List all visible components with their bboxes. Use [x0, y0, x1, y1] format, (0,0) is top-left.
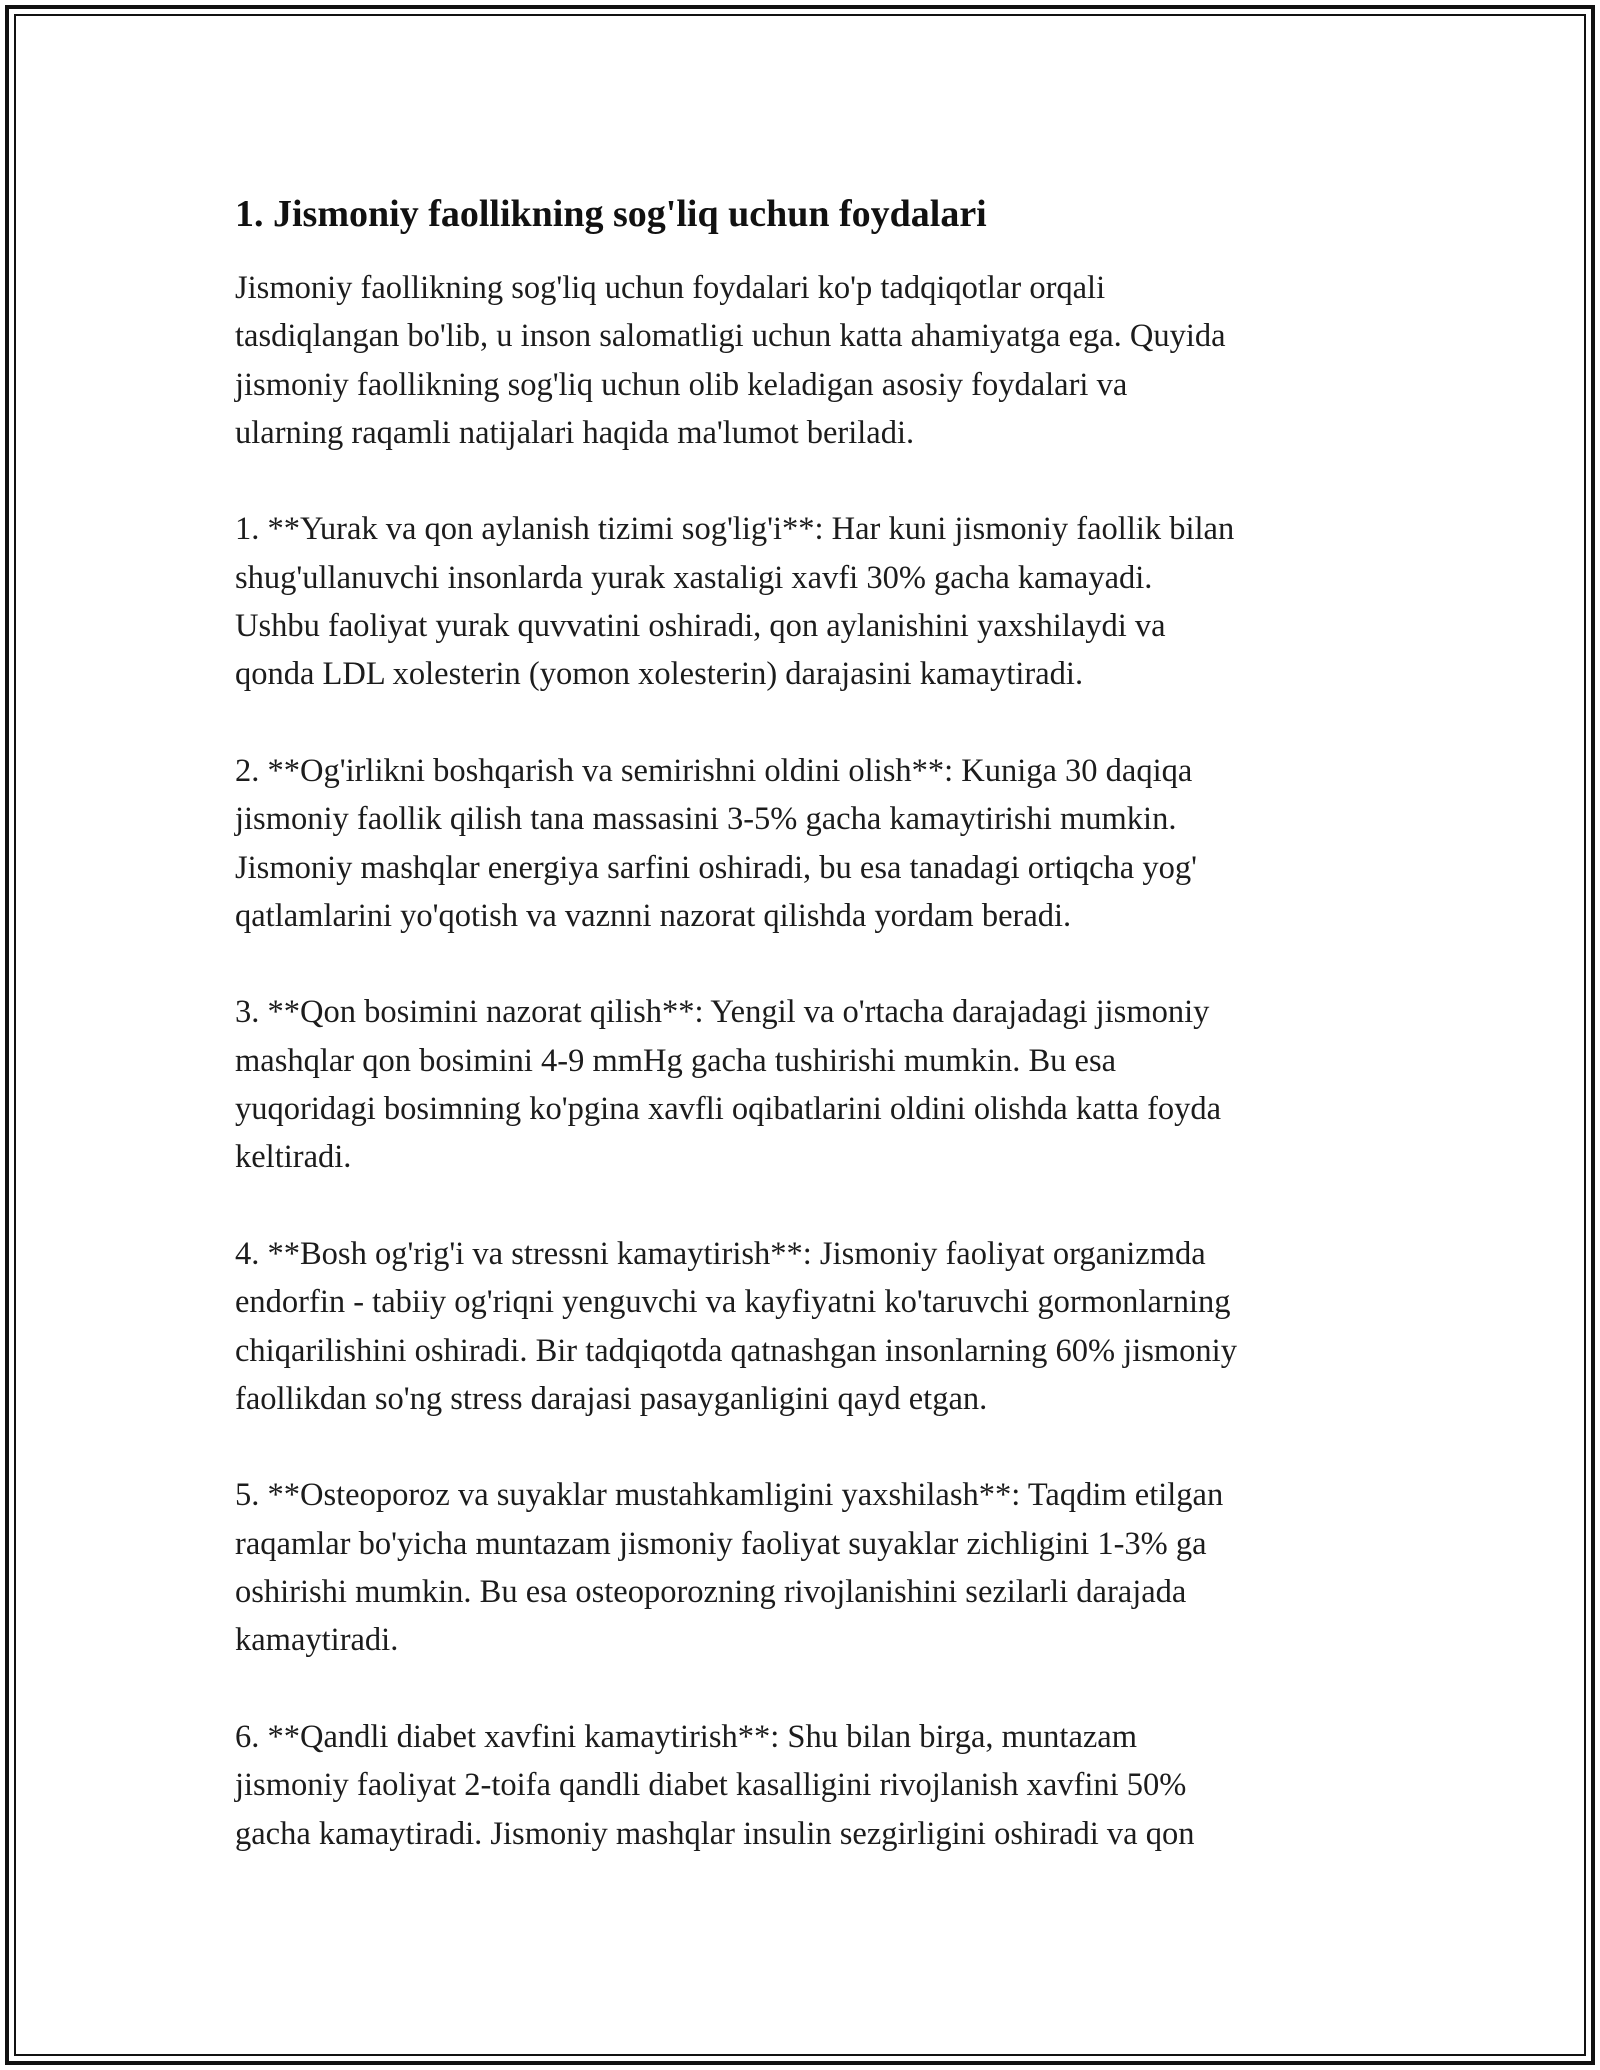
paragraph-line: endorfin - tabiiy og'riqni yenguvchi va kayfiyatni ko'taruvchi gormonlarning: [235, 1284, 1231, 1321]
benefit-1-heart: [235, 505, 1385, 698]
paragraph-line: qonda LDL xolesterin (yomon xolesterin) darajasini kamaytiradi.: [235, 656, 1084, 693]
paragraph-line: yuqoridagi bosimning ko'pgina xavfli oqibatlarini oldini olishda katta foyda: [235, 1091, 1222, 1128]
paragraph-line: mashqlar qon bosimini 4-9 mmHg gacha tushirishi mumkin. Bu esa: [235, 1042, 1117, 1079]
document-body: [235, 190, 1385, 1906]
page-title: 1. Jismoniy faollikning sog'liq uchun foydalari: [235, 193, 987, 235]
benefit-5-bones: [235, 1471, 1385, 1664]
paragraph-line: 4. **Bosh og'rig'i va stressni kamaytirish**: Jismoniy faoliyat organizmda: [235, 1235, 1206, 1272]
intro-paragraph: [235, 264, 1385, 457]
paragraph-line: oshirishi mumkin. Bu esa osteoporozning rivojlanishini sezilarli darajada: [235, 1574, 1187, 1611]
paragraph-line: jismoniy faollik qilish tana massasini 3-5% gacha kamaytirishi mumkin.: [235, 801, 1177, 838]
paragraph-line: 6. **Qandli diabet xavfini kamaytirish**: Shu bilan birga, muntazam: [235, 1718, 1138, 1755]
paragraph-line: 3. **Qon bosimini nazorat qilish**: Yengil va o'rtacha darajadagi jismoniy: [235, 994, 1210, 1031]
paragraph-line: kamaytiradi.: [235, 1622, 399, 1659]
paragraph-line: faollikdan so'ng stress darajasi pasayganligini qayd etgan.: [235, 1380, 988, 1417]
paragraph-line: qatlamlarini yo'qotish va vaznni nazorat qilishda yordam beradi.: [235, 897, 1072, 934]
benefit-6-diabetes: [235, 1713, 1385, 1858]
paragraph-line: Jismoniy mashqlar energiya sarfini oshiradi, bu esa tanadagi ortiqcha yog': [235, 849, 1197, 886]
paragraph-line: tasdiqlangan bo'lib, u inson salomatligi uchun katta ahamiyatga ega. Quyida: [235, 318, 1226, 355]
paragraph-line: shug'ullanuvchi insonlarda yurak xastaligi xavfi 30% gacha kamayadi.: [235, 559, 1153, 596]
benefit-2-weight: [235, 747, 1385, 940]
paragraph-line: keltiradi.: [235, 1139, 352, 1176]
paragraph-line: 1. **Yurak va qon aylanish tizimi sog'lig'i**: Har kuni jismoniy faollik bilan: [235, 511, 1235, 548]
paragraph-line: gacha kamaytiradi. Jismoniy mashqlar insulin sezgirligini oshiradi va qon: [235, 1815, 1195, 1852]
paragraph-line: Ushbu faoliyat yurak quvvatini oshiradi, qon aylanishini yaxshilaydi va: [235, 608, 1166, 645]
paragraph-line: jismoniy faoliyat 2-toifa qandli diabet kasalligini rivojlanish xavfini 50%: [235, 1767, 1187, 1804]
paragraph-line: jismoniy faollikning sog'liq uchun olib keladigan asosiy foydalari va: [235, 366, 1128, 403]
paragraph-line: ularning raqamli natijalari haqida ma'lumot beriladi.: [235, 414, 915, 451]
paragraph-line: 5. **Osteoporoz va suyaklar mustahkamligini yaxshilash**: Taqdim etilgan: [235, 1477, 1224, 1514]
benefit-4-stress: [235, 1230, 1385, 1423]
paragraph-line: 2. **Og'irlikni boshqarish va semirishni oldini olish**: Kuniga 30 daqiqa: [235, 752, 1193, 789]
benefit-3-blood-pressure: [235, 988, 1385, 1181]
paragraph-line: Jismoniy faollikning sog'liq uchun foydalari ko'p tadqiqotlar orqali: [235, 270, 1106, 306]
paragraph-line: raqamlar bo'yicha muntazam jismoniy faoliyat suyaklar zichligini 1-3% ga: [235, 1525, 1207, 1562]
paragraph-line: chiqarilishini oshiradi. Bir tadqiqotda qatnashgan insonlarning 60% jismoniy: [235, 1332, 1237, 1369]
